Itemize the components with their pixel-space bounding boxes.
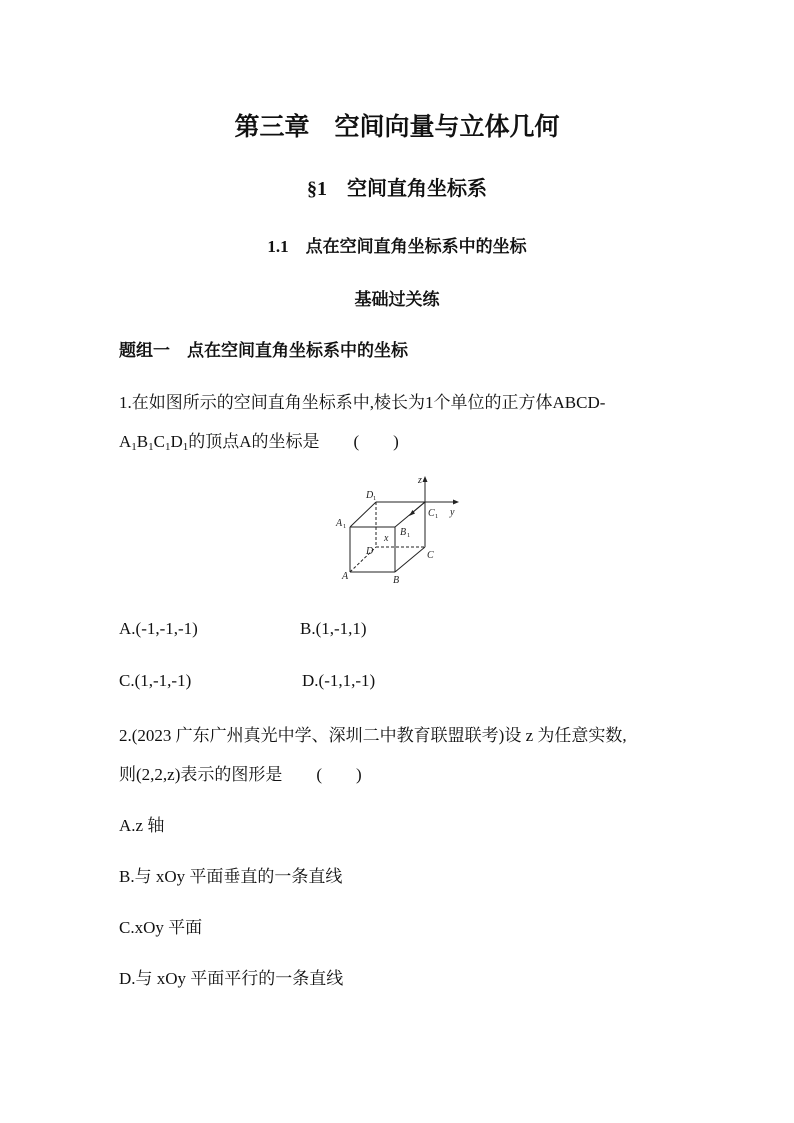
question-2-line-1: 2.(2023 广东广州真光中学、深圳二中教育联盟联考)设 z 为任意实数, — [119, 726, 627, 745]
x-axis — [412, 502, 425, 513]
group-title: 题组一 点在空间直角坐标系中的坐标 — [119, 341, 408, 360]
svg-text:1: 1 — [407, 532, 411, 539]
label-C1: C — [428, 508, 435, 519]
label-D: D — [366, 546, 374, 557]
cube-figure — [330, 472, 470, 588]
edge-A1D1 — [350, 502, 376, 527]
q1-option-d: D.(-1,1,-1) — [302, 671, 376, 690]
label-A1: A — [336, 518, 343, 529]
label-B: B — [393, 575, 400, 586]
q1-option-c: C.(1,-1,-1) — [119, 671, 192, 690]
q2-option-a: A.z 轴 — [119, 816, 165, 835]
question-1-line-1: 1.在如图所示的空间直角坐标系中,棱长为1个单位的正方体ABCD- — [119, 393, 606, 412]
section-title: §1 空间直角坐标系 — [307, 178, 487, 200]
edge-BC — [395, 547, 425, 572]
label-z: z — [418, 475, 422, 486]
label-y: y — [450, 507, 455, 518]
question-2-line-2: 则(2,2,z)表示的图形是 ( ) — [119, 765, 362, 784]
y-axis-arrow — [453, 500, 459, 505]
svg-text:1: 1 — [435, 513, 439, 520]
svg-text:1: 1 — [373, 495, 377, 502]
chapter-title: 第三章 空间向量与立体几何 — [234, 114, 560, 141]
label-B1: B — [400, 527, 407, 538]
q2-option-b: B.与 xOy 平面垂直的一条直线 — [119, 867, 343, 886]
subsection-title: 1.1 点在空间直角坐标系中的坐标 — [267, 237, 527, 256]
q2-option-d: D.与 xOy 平面平行的一条直线 — [119, 969, 344, 988]
q1-option-b: B.(1,-1,1) — [300, 619, 367, 638]
svg-text:1: 1 — [343, 523, 347, 530]
label-D1: D — [366, 490, 374, 501]
label-A: A — [342, 571, 349, 582]
label-x: x — [384, 533, 389, 544]
question-1-line-2: $A_1B_1C_1D_1$的顶点A的坐标是 ( ) — [119, 432, 399, 453]
q1-option-a: A.(-1,-1,-1) — [119, 619, 198, 638]
label-C: C — [427, 550, 434, 561]
z-axis-arrow — [423, 476, 428, 482]
level-title: 基础过关练 — [354, 290, 440, 309]
q2-option-c: C.xOy 平面 — [119, 918, 203, 937]
